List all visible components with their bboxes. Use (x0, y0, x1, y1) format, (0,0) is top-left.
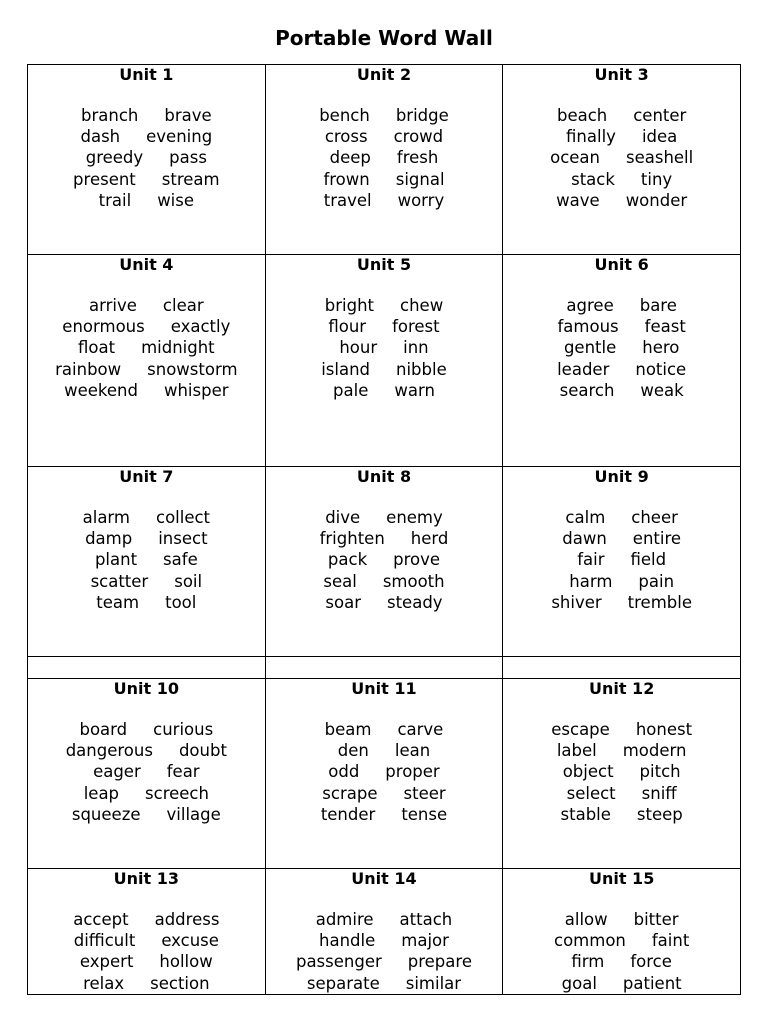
vocab-word: faint (651, 931, 690, 951)
vocab-word: famous (557, 317, 619, 337)
unit-title: Unit 6 (594, 255, 649, 274)
vocab-word: tiny (640, 169, 673, 189)
vocab-word: bridge (395, 106, 449, 125)
vocab-word: clear (162, 296, 204, 315)
vocab-word: greedy (85, 148, 144, 168)
word-wall-row (28, 467, 741, 657)
vocab-word: goal (561, 973, 597, 993)
word-pair (28, 930, 265, 951)
vocab-word: soil (174, 571, 203, 591)
vocab-word: handle (319, 931, 376, 951)
vocab-word: feast (644, 317, 686, 337)
vocab-word: stack (571, 169, 615, 189)
unit-title: Unit 7 (119, 467, 174, 486)
vocab-word: weak (640, 380, 684, 400)
unit-cell (28, 65, 266, 255)
word-pair (266, 380, 503, 401)
vocab-word: expert (79, 952, 134, 972)
word-pair (503, 126, 740, 147)
vocab-word: exactly (170, 317, 231, 337)
word-pair (503, 740, 740, 761)
vocab-word: den (337, 741, 369, 761)
vocab-word: chew (400, 296, 444, 315)
vocab-word: arrive (89, 296, 137, 315)
vocab-word: beach (556, 106, 608, 125)
vocab-word: shiver (551, 592, 602, 612)
vocab-word: wise (157, 190, 195, 210)
word-pair (266, 951, 503, 972)
vocab-word: midnight (141, 338, 215, 358)
vocab-word: dash (80, 127, 121, 147)
vocab-word: soar (325, 592, 361, 612)
vocab-word: lean (394, 741, 431, 761)
word-pair (28, 507, 265, 528)
vocab-word: stable (560, 804, 611, 824)
word-pair (503, 359, 740, 380)
unit-cell (28, 679, 266, 869)
unit-title: Unit 5 (356, 255, 412, 274)
vocab-word: leader (557, 359, 610, 379)
vocab-word: insect (158, 529, 208, 549)
vocab-word: sniff (641, 783, 677, 803)
word-list (28, 507, 265, 613)
vocab-word: steep (636, 804, 683, 824)
word-pair (503, 190, 740, 211)
vocab-word: doubt (178, 741, 227, 761)
vocab-word: bare (639, 296, 677, 315)
word-list (28, 295, 265, 401)
vocab-word: snowstorm (147, 359, 238, 379)
word-pair (503, 930, 740, 951)
vocab-word: forest (392, 317, 440, 337)
vocab-word: evening (146, 127, 213, 147)
vocab-word: force (630, 952, 672, 972)
vocab-word: calm (565, 508, 606, 527)
unit-title: Unit 11 (351, 679, 417, 698)
word-pair (266, 169, 503, 190)
vocab-word: firm (571, 952, 605, 972)
word-pair (266, 316, 503, 337)
vocab-word: fresh (396, 148, 439, 168)
word-pair (28, 105, 265, 126)
unit-cell (265, 255, 503, 467)
word-pair (28, 126, 265, 147)
word-pair (266, 147, 503, 168)
vocab-word: field (630, 550, 667, 570)
unit-title: Unit 14 (351, 869, 417, 888)
vocab-word: travel (323, 190, 372, 210)
vocab-word: harm (569, 571, 613, 591)
vocab-word: steer (403, 783, 446, 803)
word-list (503, 295, 740, 401)
word-list (266, 507, 503, 613)
word-pair (503, 783, 740, 804)
word-pair (28, 380, 265, 401)
vocab-word: bright (324, 296, 375, 315)
unit-cell (503, 65, 741, 255)
unit-cell (503, 255, 741, 467)
word-list (503, 909, 740, 994)
vocab-word: bench (319, 106, 370, 125)
word-pair (503, 951, 740, 972)
vocab-word: relax (83, 973, 125, 993)
vocab-word: village (166, 804, 221, 824)
word-pair (503, 507, 740, 528)
word-pair (503, 337, 740, 358)
word-pair (28, 147, 265, 168)
word-pair (503, 169, 740, 190)
vocab-word: notice (635, 359, 687, 379)
vocab-word: hollow (159, 952, 213, 972)
word-pair (266, 571, 503, 592)
word-pair (503, 804, 740, 825)
unit-cell (28, 869, 266, 995)
vocab-word: damp (85, 529, 133, 549)
word-pair (503, 528, 740, 549)
vocab-word: escape (551, 720, 610, 739)
word-pair (28, 719, 265, 740)
vocab-word: frown (323, 169, 370, 189)
unit-title: Unit 3 (594, 65, 649, 84)
word-list (28, 105, 265, 211)
vocab-word: section (150, 973, 210, 993)
vocab-word: trail (98, 190, 132, 210)
word-pair (503, 592, 740, 613)
word-list (266, 105, 503, 211)
unit-cell (503, 467, 741, 657)
word-list (503, 507, 740, 613)
vocab-word: dangerous (65, 741, 153, 761)
vocab-word: idea (641, 127, 678, 147)
word-pair (266, 783, 503, 804)
vocab-word: board (79, 720, 128, 739)
word-pair (28, 740, 265, 761)
word-pair (266, 337, 503, 358)
unit-cell (265, 869, 503, 995)
vocab-word: pitch (639, 762, 681, 782)
empty-cell (265, 657, 503, 679)
vocab-word: center (633, 106, 687, 125)
word-pair (28, 549, 265, 570)
word-pair (503, 295, 740, 316)
word-pair (503, 719, 740, 740)
vocab-word: ocean (550, 148, 600, 168)
vocab-word: fear (166, 762, 200, 782)
vocab-word: dawn (562, 529, 607, 549)
vocab-word: accept (73, 910, 129, 929)
vocab-word: float (78, 338, 116, 358)
vocab-word: passenger (295, 952, 382, 972)
vocab-word: enemy (386, 508, 443, 527)
vocab-word: pack (327, 550, 368, 570)
word-list (266, 295, 503, 401)
vocab-word: present (73, 169, 136, 189)
word-pair (266, 909, 503, 930)
word-pair (266, 804, 503, 825)
vocab-word: rainbow (55, 359, 122, 379)
vocab-word: steady (386, 592, 443, 612)
vocab-word: prepare (407, 952, 472, 972)
vocab-word: odd (328, 762, 360, 782)
vocab-word: plant (94, 550, 138, 570)
word-pair (28, 592, 265, 613)
word-pair (28, 337, 265, 358)
unit-title: Unit 2 (356, 65, 412, 84)
word-wall-table (27, 64, 741, 995)
word-wall-row (28, 869, 741, 995)
vocab-word: cheer (631, 508, 678, 527)
vocab-word: allow (564, 910, 608, 929)
vocab-word: object (562, 762, 614, 782)
vocab-word: proper (385, 762, 440, 782)
word-pair (266, 740, 503, 761)
vocab-word: admire (315, 910, 374, 929)
vocab-word: pale (333, 380, 369, 400)
word-list (28, 909, 265, 994)
unit-cell (503, 679, 741, 869)
vocab-word: finally (566, 127, 616, 147)
vocab-word: major (401, 931, 449, 951)
vocab-word: tense (401, 804, 448, 824)
vocab-word: carve (397, 720, 444, 739)
unit-title: Unit 15 (588, 869, 655, 888)
vocab-word: hour (339, 338, 378, 358)
word-pair (266, 507, 503, 528)
vocab-word: leap (83, 783, 120, 803)
word-pair (266, 126, 503, 147)
word-pair (28, 909, 265, 930)
vocab-word: honest (635, 720, 693, 739)
word-pair (266, 592, 503, 613)
vocab-word: weekend (64, 380, 138, 400)
page-title: Portable Word Wall (275, 26, 493, 50)
word-pair (503, 316, 740, 337)
word-pair (28, 190, 265, 211)
unit-cell (265, 467, 503, 657)
vocab-word: squeeze (71, 804, 141, 824)
vocab-word: brave (164, 106, 212, 125)
word-pair (28, 359, 265, 380)
word-pair (266, 719, 503, 740)
vocab-word: seashell (625, 148, 694, 168)
unit-cell (265, 65, 503, 255)
unit-title: Unit 8 (356, 467, 412, 486)
vocab-word: smooth (382, 571, 445, 591)
vocab-word: crowd (393, 127, 444, 147)
vocab-word: warn (394, 380, 435, 400)
vocab-word: hero (642, 338, 680, 358)
word-pair (503, 147, 740, 168)
word-pair (503, 105, 740, 126)
vocab-word: common (554, 931, 626, 951)
vocab-word: dive (325, 508, 361, 527)
vocab-word: difficult (73, 931, 136, 951)
vocab-word: cross (324, 127, 368, 147)
vocab-word: team (96, 592, 140, 612)
vocab-word: tender (320, 804, 376, 824)
vocab-word: excuse (161, 931, 219, 951)
unit-title: Unit 1 (119, 65, 174, 84)
word-pair (28, 783, 265, 804)
unit-cell (503, 869, 741, 995)
word-list (266, 909, 503, 994)
word-pair (503, 909, 740, 930)
unit-cell (28, 467, 266, 657)
vocab-word: frighten (319, 529, 385, 549)
vocab-word: alarm (82, 508, 130, 527)
word-pair (266, 105, 503, 126)
vocab-word: island (321, 359, 371, 379)
word-pair (503, 571, 740, 592)
unit-title: Unit 10 (113, 679, 179, 698)
vocab-word: attach (399, 910, 453, 929)
word-pair (28, 761, 265, 782)
vocab-word: herd (410, 529, 449, 549)
word-pair (266, 528, 503, 549)
vocab-word: curious (153, 720, 214, 739)
vocab-word: collect (156, 508, 211, 527)
word-pair (503, 549, 740, 570)
spacer-row (28, 657, 741, 679)
vocab-word: gentle (563, 338, 617, 358)
word-pair (266, 761, 503, 782)
vocab-word: flour (328, 317, 367, 337)
vocab-word: wave (556, 190, 600, 210)
word-pair (266, 930, 503, 951)
word-list (503, 719, 740, 825)
vocab-word: separate (306, 973, 380, 993)
vocab-word: scatter (90, 571, 149, 591)
word-pair (503, 761, 740, 782)
word-pair (28, 295, 265, 316)
word-list (503, 105, 740, 211)
word-pair (28, 316, 265, 337)
vocab-word: tremble (627, 592, 692, 612)
unit-cell (28, 255, 266, 467)
vocab-word: safe (163, 550, 198, 570)
word-pair (266, 190, 503, 211)
vocab-word: whisper (163, 380, 229, 400)
vocab-word: stream (161, 169, 220, 189)
vocab-word: search (559, 380, 615, 400)
vocab-word: deep (329, 148, 371, 168)
word-pair (266, 549, 503, 570)
vocab-word: screech (145, 783, 209, 803)
unit-title: Unit 4 (119, 255, 174, 274)
vocab-word: similar (405, 973, 462, 993)
vocab-word: fair (577, 550, 605, 570)
vocab-word: label (556, 741, 597, 761)
vocab-word: entire (632, 529, 682, 549)
word-pair (28, 804, 265, 825)
vocab-word: modern (622, 741, 687, 761)
unit-title: Unit 9 (594, 467, 649, 486)
vocab-word: select (566, 783, 616, 803)
word-list (266, 719, 503, 825)
vocab-word: eager (93, 762, 141, 782)
vocab-word: beam (324, 720, 372, 739)
word-pair (266, 973, 503, 994)
word-wall-row (28, 65, 741, 255)
vocab-word: branch (81, 106, 139, 125)
unit-title: Unit 13 (113, 869, 179, 888)
vocab-word: nibble (396, 359, 447, 379)
vocab-word: wonder (625, 190, 688, 210)
word-wall-row (28, 679, 741, 869)
vocab-word: bitter (633, 910, 679, 929)
vocab-word: agree (566, 296, 614, 315)
word-list (28, 719, 265, 825)
word-pair (28, 528, 265, 549)
vocab-word: prove (393, 550, 441, 570)
vocab-word: address (154, 910, 220, 929)
word-pair (266, 359, 503, 380)
vocab-word: pass (169, 148, 207, 168)
word-pair (28, 571, 265, 592)
word-pair (28, 951, 265, 972)
vocab-word: pain (638, 571, 675, 591)
word-pair (503, 380, 740, 401)
vocab-word: signal (395, 169, 445, 189)
word-pair (266, 295, 503, 316)
unit-title: Unit 12 (588, 679, 655, 698)
word-pair (503, 973, 740, 994)
word-pair (28, 973, 265, 994)
vocab-word: patient (622, 973, 682, 993)
empty-cell (503, 657, 741, 679)
vocab-word: seal (323, 571, 357, 591)
vocab-word: tool (165, 592, 197, 612)
vocab-word: scrape (322, 783, 378, 803)
vocab-word: inn (403, 338, 429, 358)
word-pair (28, 169, 265, 190)
unit-cell (265, 679, 503, 869)
vocab-word: enormous (62, 317, 145, 337)
vocab-word: worry (397, 190, 445, 210)
empty-cell (28, 657, 266, 679)
word-wall-row (28, 255, 741, 467)
